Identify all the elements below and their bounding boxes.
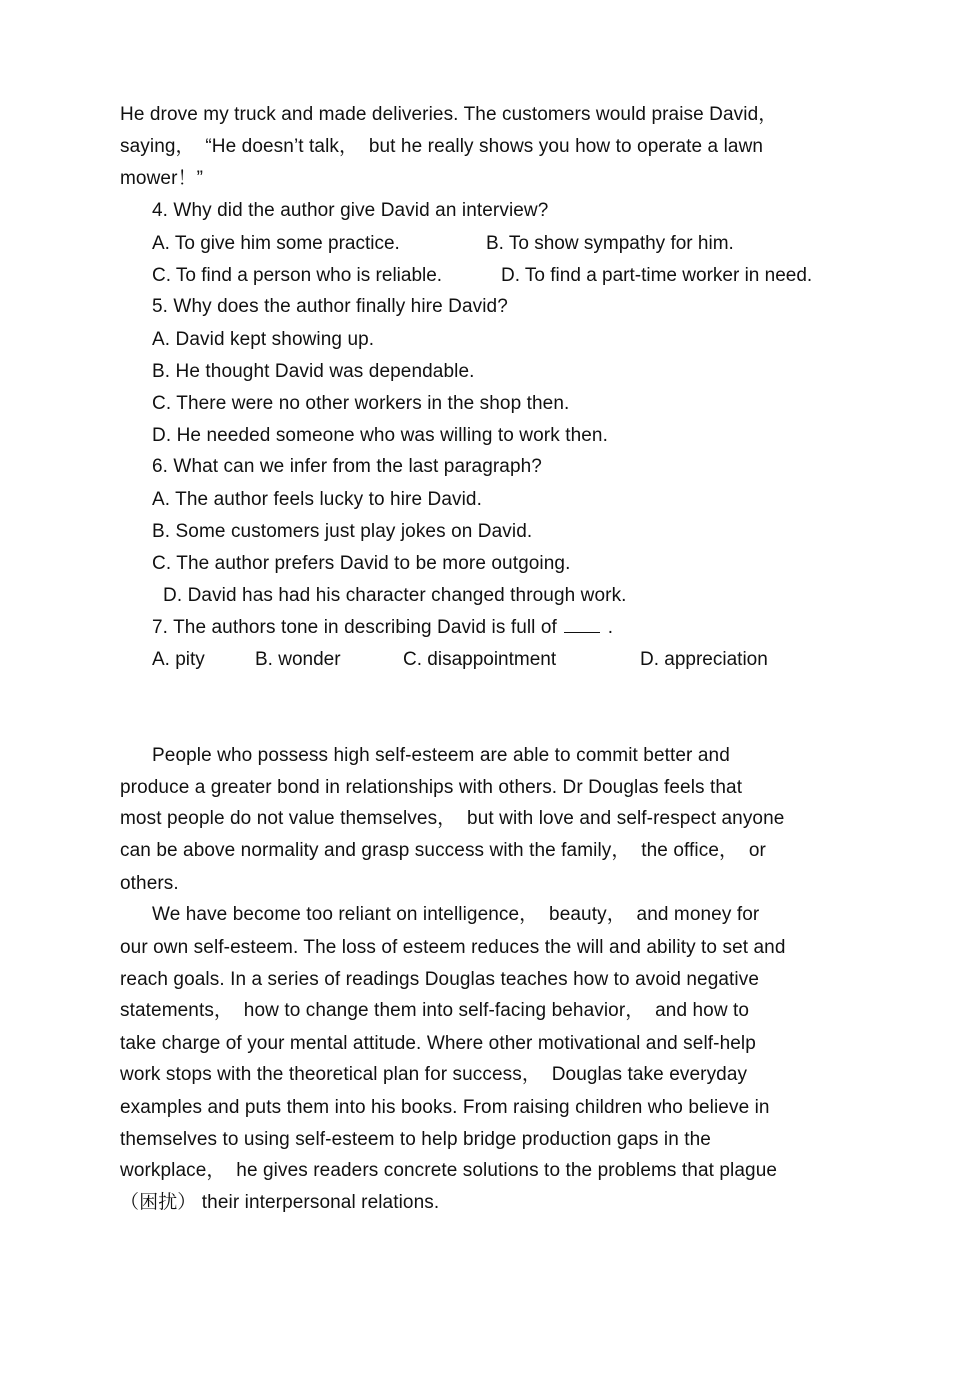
answer-blank [564,617,600,633]
question-4-option-a: A. To give him some practice. [152,233,400,254]
passage-b-p2-line-6: work stops with the theoretical plan for success， Douglas take everyday [120,1064,748,1085]
passage-b-p2-line-4: statements， how to change them into self-facing behavior， and how to [120,1000,750,1021]
question-7-option-d: D. appreciation [640,649,768,670]
question-6-option-c: C. The author prefers David to be more outgoing. [152,553,571,574]
passage-b-p2-line-7: examples and puts them into his books. From raising children who believe in [120,1097,770,1118]
passage-b-p2-line-1: We have become too reliant on intelligence， beauty， and money for [152,904,760,925]
passage-b-p1-line-4: can be above normality and grasp success with the family， the office， or [120,840,766,861]
question-5-stem: 5. Why does the author finally hire David? [152,296,508,317]
passage-b-p2-line-5: take charge of your mental attitude. Where other motivational and self-help [120,1033,756,1054]
passage-b-p1-line-5: others. [120,873,179,894]
passage-b-p2-line-10: （困扰） their interpersonal relations. [120,1192,440,1213]
question-7-option-c: C. disappointment [403,649,557,670]
question-4-option-d: D. To find a part-time worker in need. [501,265,813,286]
question-6-option-d: D. David has had his character changed through work. [163,585,627,606]
question-5-option-c: C. There were no other workers in the shop then. [152,393,570,414]
question-4-stem: 4. Why did the author give David an interview? [152,200,549,221]
question-4-option-b: B. To show sympathy for him. [486,233,734,254]
question-6-option-b: B. Some customers just play jokes on David. [152,521,533,542]
passage-a-line-1: He drove my truck and made deliveries. The customers would praise David， [120,104,778,125]
question-6-stem: 6. What can we infer from the last paragraph? [152,456,542,477]
question-7-option-a: A. pity [152,649,205,670]
passage-b-p2-line-9: workplace， he gives readers concrete solutions to the problems that plague [120,1160,778,1181]
passage-b-p1-line-2: produce a greater bond in relationships with others. Dr Douglas feels that [120,777,743,798]
question-7-stem-text: 7. The authors tone in describing David is full of [152,617,557,638]
question-5-option-a: A. David kept showing up. [152,329,375,350]
question-7-stem [152,617,613,639]
question-4-option-c: C. To find a person who is reliable. [152,265,443,286]
passage-b-p1-line-1: People who possess high self-esteem are able to commit better and [152,745,730,766]
passage-b-p1-line-3: most people do not value themselves， but with love and self-respect anyone [120,808,785,829]
passage-b-p2-line-8: themselves to using self-esteem to help bridge production gaps in the [120,1129,711,1150]
question-7-option-b: B. wonder [255,649,341,670]
passage-a-line-2: saying， “He doesn’t talk， but he really shows you how to operate a lawn [120,136,764,157]
question-7-stem-end: . [607,617,614,638]
question-5-option-b: B. He thought David was dependable. [152,361,475,382]
question-5-option-d: D. He needed someone who was willing to work then. [152,425,608,446]
passage-a-line-3: mower！” [120,168,204,189]
passage-b-p2-line-3: reach goals. In a series of readings Douglas teaches how to avoid negative [120,969,760,990]
passage-b-p2-line-2: our own self-esteem. The loss of esteem reduces the will and ability to set and [120,937,786,958]
question-6-option-a: A. The author feels lucky to hire David. [152,489,482,510]
